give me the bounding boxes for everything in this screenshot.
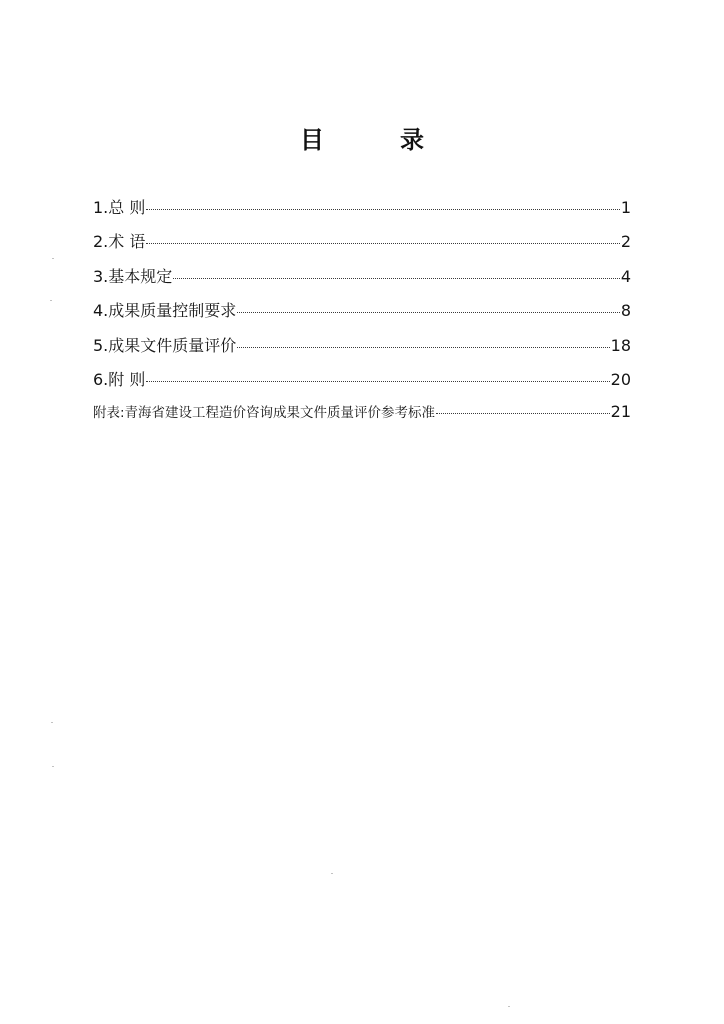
table-of-contents xyxy=(93,195,631,436)
toc-entry[interactable] xyxy=(93,367,631,401)
toc-entry[interactable] xyxy=(93,195,631,229)
dot-leader xyxy=(146,209,619,210)
scan-speck xyxy=(52,766,54,767)
toc-entry-label: 4.成果质量控制要求 xyxy=(93,301,237,321)
scan-speck xyxy=(50,300,52,301)
toc-entry[interactable] xyxy=(93,333,631,367)
toc-entry-label: 6.附 则 xyxy=(93,369,146,389)
toc-entry-page: 2 xyxy=(620,232,631,252)
toc-entry-page: 20 xyxy=(610,369,631,389)
toc-entry-page: 18 xyxy=(610,335,631,355)
toc-entry-page: 1 xyxy=(620,198,631,217)
scan-speck xyxy=(508,1006,510,1007)
dot-leader xyxy=(173,278,620,279)
dot-leader xyxy=(237,312,620,313)
toc-entry-page: 4 xyxy=(620,266,631,286)
dot-leader xyxy=(237,347,609,348)
scan-speck xyxy=(331,873,333,874)
toc-entry-label: 3.基本规定 xyxy=(93,266,173,286)
toc-entry[interactable] xyxy=(93,401,631,435)
toc-entry[interactable] xyxy=(93,298,631,332)
scan-speck xyxy=(51,722,53,723)
dot-leader xyxy=(436,413,610,414)
scan-speck xyxy=(52,258,54,259)
toc-entry-label: 1.总 则 xyxy=(93,198,146,217)
toc-entry-label: 5.成果文件质量评价 xyxy=(93,335,237,355)
toc-entry[interactable] xyxy=(93,264,631,298)
toc-entry-page: 21 xyxy=(610,402,631,422)
page-title: 目 录 xyxy=(300,125,450,154)
dot-leader xyxy=(146,381,609,382)
toc-entry-page: 8 xyxy=(620,301,631,321)
toc-entry-label: 附表:青海省建设工程造价咨询成果文件质量评价参考标准 xyxy=(93,405,436,422)
toc-entry[interactable] xyxy=(93,229,631,263)
toc-entry-label: 2.术 语 xyxy=(93,232,146,252)
dot-leader xyxy=(146,243,619,244)
